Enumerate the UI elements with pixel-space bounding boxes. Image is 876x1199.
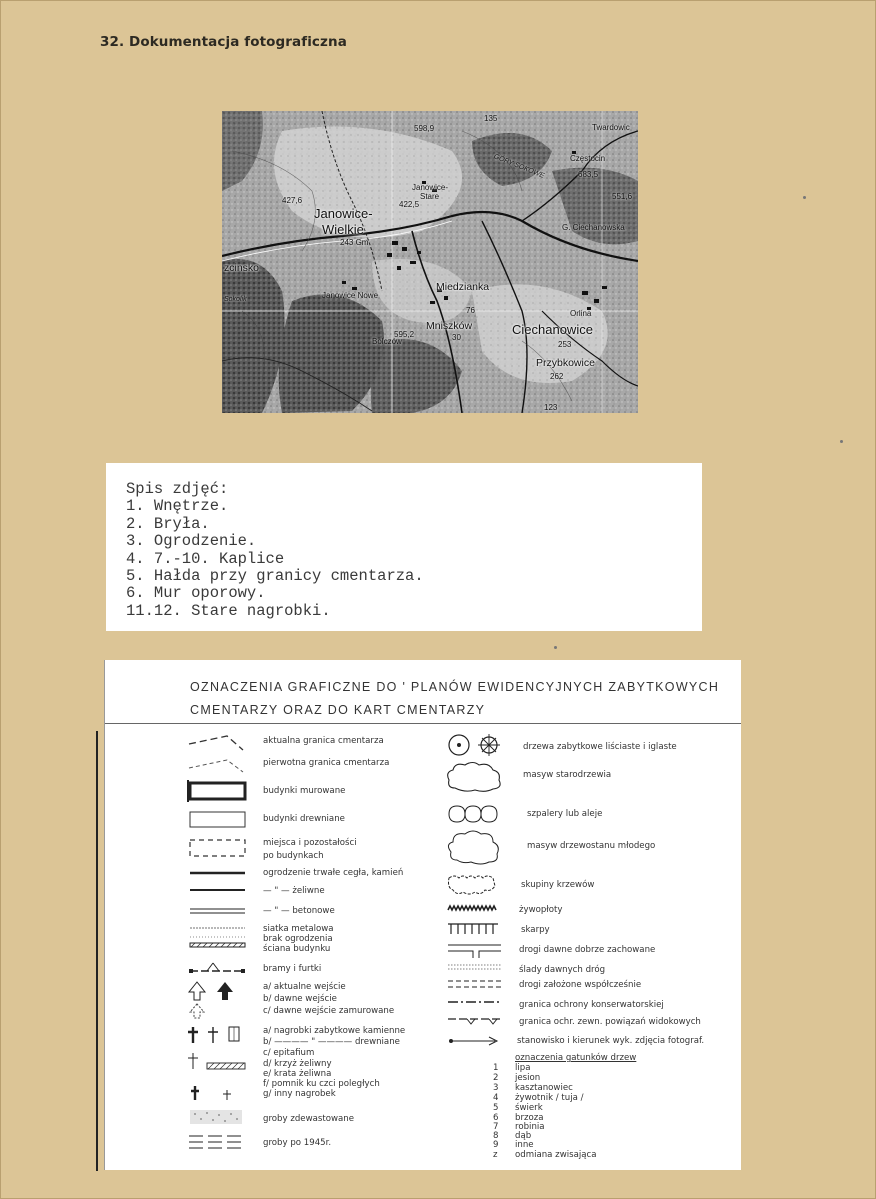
legend-label: masyw starodrzewia bbox=[523, 770, 612, 780]
legend-label: e/ krata żeliwna bbox=[263, 1069, 332, 1079]
legend-label: granica ochrony konserwatorskiej bbox=[519, 1000, 664, 1010]
new-roads-symbol bbox=[445, 978, 505, 992]
young-trees-mass-symbol bbox=[445, 828, 505, 868]
current-boundary-symbol bbox=[187, 730, 247, 752]
legend-label: masyw drzewostanu młodego bbox=[527, 841, 656, 851]
legend-label: c/ epitafium bbox=[263, 1048, 315, 1058]
species-number: 2 bbox=[493, 1073, 499, 1083]
entrance-arrows-symbol bbox=[187, 980, 249, 1020]
conservation-boundary-symbol bbox=[445, 998, 505, 1006]
legend-label: skupiny krzewów bbox=[521, 880, 595, 890]
map-label-janowice-nowe: Janowice Nowe bbox=[322, 291, 379, 300]
legend-label: drzewa zabytkowe liściaste i iglaste bbox=[523, 742, 677, 752]
species-number: z bbox=[493, 1150, 498, 1160]
map-label-zcinsko: zcinsko bbox=[224, 262, 260, 274]
species-name: świerk bbox=[515, 1103, 543, 1113]
map-height: 595,2 bbox=[394, 330, 415, 339]
photo-list-card bbox=[106, 463, 702, 631]
shrubs-symbol bbox=[445, 872, 505, 898]
species-name: lipa bbox=[515, 1063, 531, 1073]
hedges-symbol bbox=[445, 904, 505, 914]
species-name: żywotnik / tuja / bbox=[515, 1093, 584, 1103]
legend-title-line2: CMENTARZY ORAZ DO KART CMENTARZY bbox=[190, 703, 486, 717]
legend-label: groby zdewastowane bbox=[263, 1114, 355, 1124]
legend-label: aktualna granica cmentarza bbox=[263, 736, 384, 746]
tree-species-title: oznaczenia gatunków drzew bbox=[515, 1053, 637, 1063]
photo-list-item: 6. Mur oporowy. bbox=[126, 584, 266, 603]
legend-label: g/ inny nagrobek bbox=[263, 1089, 336, 1099]
legend-label: b/ dawne wejście bbox=[263, 994, 337, 1004]
map-photo bbox=[222, 111, 638, 413]
species-number: 5 bbox=[493, 1103, 499, 1113]
map-label-ciechanowice: Ciechanowice bbox=[512, 322, 593, 337]
photo-list-item: 4. 7.-10. Kaplice bbox=[126, 549, 285, 568]
map-label-miedzianka: Miedzianka bbox=[436, 281, 490, 293]
photo-list-item: 1. Wnętrze. bbox=[126, 497, 229, 516]
photo-list-text bbox=[126, 481, 424, 620]
photo-list-item: 3. Ogrodzenie. bbox=[126, 532, 257, 551]
legend-label: miejsca i pozostałości bbox=[263, 838, 357, 848]
map-height: 551,6 bbox=[612, 192, 633, 201]
species-name: inne bbox=[515, 1140, 534, 1150]
legend-label: granica ochr. zewn. powiązań widokowych bbox=[519, 1017, 701, 1027]
map-label-czestocin: Częstocin bbox=[570, 154, 606, 163]
slopes-symbol bbox=[445, 922, 505, 936]
map-height: 30 bbox=[452, 333, 461, 342]
brick-building-symbol bbox=[187, 780, 249, 804]
legend-label: siatka metalowa bbox=[263, 924, 334, 934]
legend-label: brak ogrodzenia bbox=[263, 934, 333, 944]
building-remains-symbol bbox=[187, 836, 249, 862]
legend-label: a/ aktualne wejście bbox=[263, 982, 346, 992]
map-label-gory-sokole: GÓRY SOKOWE bbox=[492, 153, 546, 180]
legend-label: skarpy bbox=[521, 925, 550, 935]
cast-iron-fence-symbol bbox=[187, 885, 249, 895]
species-number: 7 bbox=[493, 1122, 499, 1132]
species-number: 3 bbox=[493, 1083, 499, 1093]
legend-title bbox=[190, 676, 719, 722]
concrete-fence-symbol bbox=[187, 906, 249, 916]
legend-title-line1: OZNACZENIA GRAFICZNE DO ' PLANÓW EWIDENCYJNYCH ZABYTKOWYCH bbox=[190, 680, 720, 694]
legend-label: b/ ———— " ———— drewniane bbox=[263, 1037, 400, 1047]
species-name: kasztanowiec bbox=[515, 1083, 573, 1093]
heritage-trees-symbol bbox=[445, 732, 505, 758]
map-height: 262 bbox=[550, 372, 564, 381]
legend-label: c/ dawne wejście zamurowane bbox=[263, 1006, 395, 1016]
speck bbox=[803, 196, 806, 199]
legend-label: a/ nagrobki zabytkowe kamienne bbox=[263, 1026, 406, 1036]
speck bbox=[554, 646, 557, 649]
legend-sheet bbox=[104, 660, 741, 1170]
legend-label: ściana budynku bbox=[263, 944, 331, 954]
gate-symbol bbox=[187, 960, 249, 976]
legend-label: budynki drewniane bbox=[263, 814, 345, 824]
original-boundary-symbol bbox=[187, 754, 247, 774]
speck bbox=[840, 440, 843, 443]
species-number: 8 bbox=[493, 1131, 499, 1141]
legend-edge-bar bbox=[96, 731, 98, 1171]
old-trees-mass-symbol bbox=[445, 760, 505, 794]
map-height: 243 Gm bbox=[340, 238, 369, 247]
map-label-janowice-wielkie-2: Wielkie bbox=[322, 222, 364, 237]
species-name: robinia bbox=[515, 1122, 545, 1132]
legend-label: — " — żeliwne bbox=[263, 886, 325, 896]
species-number: 6 bbox=[493, 1113, 499, 1123]
legend-label: groby po 1945r. bbox=[263, 1138, 332, 1148]
map-height: 683,5 bbox=[578, 170, 599, 179]
map-height: 76 bbox=[466, 306, 475, 315]
species-name: jesion bbox=[515, 1073, 541, 1083]
legend-label: bramy i furtki bbox=[263, 964, 322, 974]
photo-list-item: 5. Hałda przy granicy cmentarza. bbox=[126, 567, 424, 586]
map-label-boleslaw: Bolczów bbox=[372, 337, 402, 346]
species-name: odmiana zwisająca bbox=[515, 1150, 597, 1160]
map-label-janowice-stare-1: Janowice- bbox=[412, 183, 449, 192]
species-number: 1 bbox=[493, 1063, 499, 1073]
monument-symbol bbox=[187, 1082, 249, 1104]
photo-position-symbol bbox=[445, 1034, 505, 1048]
legend-label: ogrodzenie trwałe cegła, kamień bbox=[263, 868, 404, 878]
map-label-mniszkow: Mniszków bbox=[426, 320, 473, 332]
photo-list-item: 11.12. Stare nagrobki. bbox=[126, 601, 331, 620]
view-boundary-symbol bbox=[445, 1014, 505, 1026]
species-number: 4 bbox=[493, 1093, 499, 1103]
legend-label: ślady dawnych dróg bbox=[519, 965, 606, 975]
old-roads-symbol bbox=[445, 942, 505, 960]
species-name: dąb bbox=[515, 1131, 532, 1141]
wooden-building-symbol bbox=[187, 809, 249, 831]
fence-types-symbol bbox=[187, 924, 249, 952]
map-height: 135 bbox=[484, 114, 498, 123]
legend-header-rule bbox=[105, 723, 741, 724]
page-heading: 32. Dokumentacja fotograficzna bbox=[100, 34, 347, 50]
devastated-graves-symbol bbox=[187, 1108, 249, 1128]
legend-label: szpalery lub aleje bbox=[527, 809, 603, 819]
legend-label: budynki murowane bbox=[263, 786, 346, 796]
map-height: 422,5 bbox=[399, 200, 420, 209]
map-height: 123 bbox=[544, 403, 558, 412]
photo-list-title: Spis zdjęć: bbox=[126, 480, 229, 498]
legend-label: — " — betonowe bbox=[263, 906, 335, 916]
map-label-sokolik: Sokolik bbox=[224, 296, 247, 303]
legend-label: drogi założone współcześnie bbox=[519, 980, 642, 990]
photo-list-item: 2. Bryła. bbox=[126, 514, 210, 533]
map-label-g-ciechanowska: G. Ciechanowska bbox=[562, 223, 625, 232]
map-height: 427,6 bbox=[282, 196, 303, 205]
road-traces-symbol bbox=[445, 962, 505, 972]
legend-label: drogi dawne dobrze zachowane bbox=[519, 945, 656, 955]
gravestone-symbol bbox=[187, 1025, 249, 1085]
legend-label: f/ pomnik ku czci poległych bbox=[263, 1079, 380, 1089]
legend-label: d/ krzyż żeliwny bbox=[263, 1059, 332, 1069]
legend-label: żywopłoty bbox=[519, 905, 563, 915]
map-label-twardowice: Twardowic bbox=[592, 123, 630, 132]
map-label-orlina: Orlina bbox=[570, 309, 592, 318]
species-name: brzoza bbox=[515, 1113, 544, 1123]
legend-label: stanowisko i kierunek wyk. zdjęcia fotograf. bbox=[517, 1036, 705, 1046]
map-label-przybkowice: Przybkowice bbox=[536, 357, 595, 369]
legend-label: pierwotna granica cmentarza bbox=[263, 758, 390, 768]
post1945-graves-symbol bbox=[187, 1132, 249, 1154]
species-number: 9 bbox=[493, 1140, 499, 1150]
map-label-janowice-wielkie-1: Janowice- bbox=[314, 206, 373, 221]
alley-symbol bbox=[445, 802, 505, 826]
permanent-fence-symbol bbox=[187, 868, 249, 878]
legend-label: po budynkach bbox=[263, 851, 324, 861]
map-height: 253 bbox=[558, 340, 572, 349]
map-label-janowice-stare-2: Stare bbox=[420, 192, 440, 201]
map-height: 598,9 bbox=[414, 124, 435, 133]
